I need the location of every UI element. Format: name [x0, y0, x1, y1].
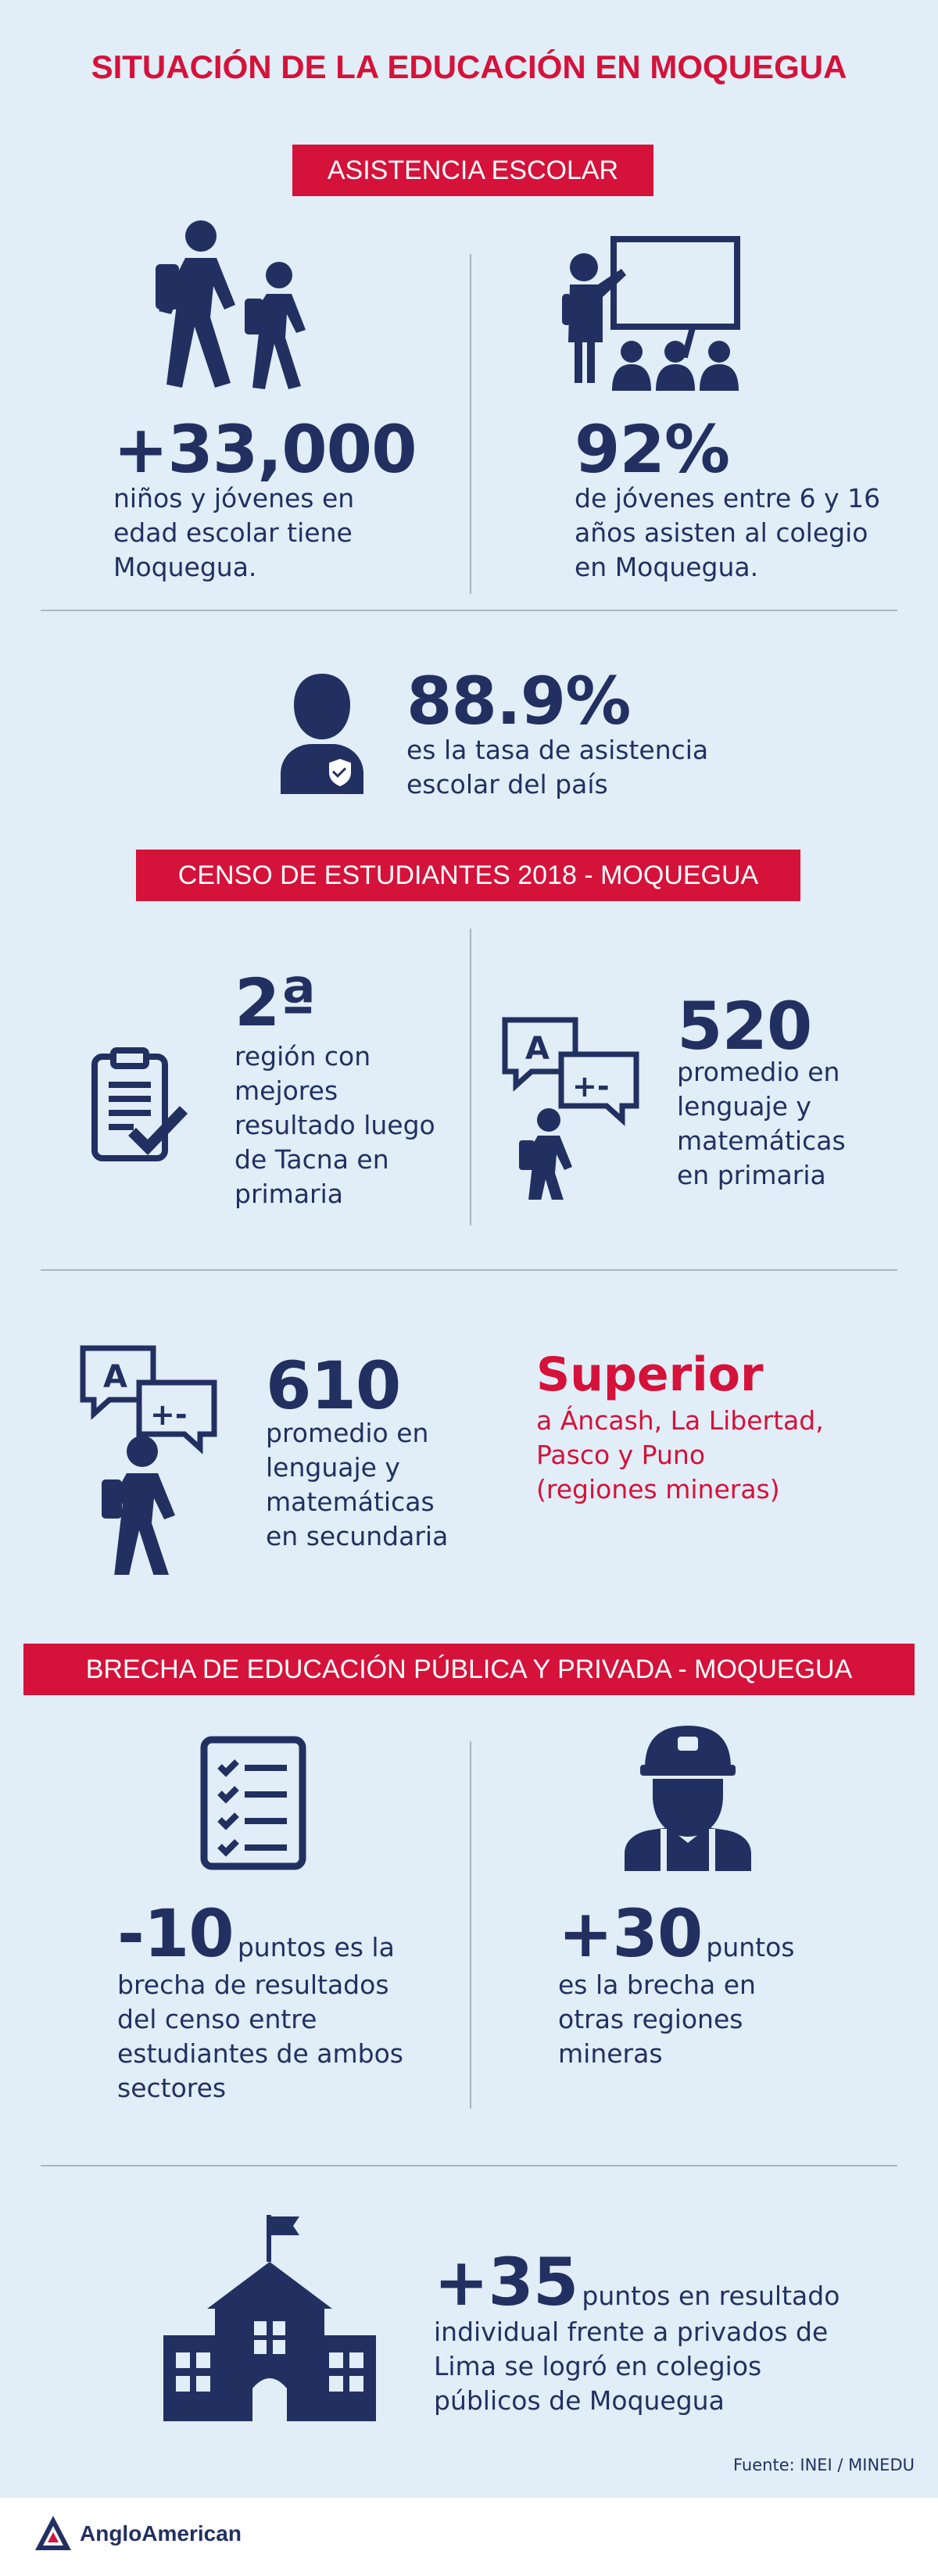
stat-520-text: [677, 1055, 846, 1193]
stat-33000-text: [113, 481, 354, 585]
stat-text-line: públicos de Moquegua: [434, 2385, 725, 2416]
stat-33000-value: +33,000: [113, 411, 417, 488]
student-speech-icon: [500, 1012, 649, 1200]
stat-text-line: resultado luego: [234, 1110, 435, 1140]
stat-text-line: años asisten al colegio: [575, 517, 868, 548]
source-note: Fuente: INEI / MINEDU: [733, 2456, 915, 2474]
stat-text-line: mejores: [234, 1075, 338, 1106]
stat-text-line: escolar del país: [406, 769, 608, 800]
stat-text-line: individual frente a privados de: [434, 2317, 829, 2347]
stat-text-line: matemáticas: [677, 1125, 846, 1156]
stat-text-line: primaria: [234, 1179, 344, 1209]
stat-plus30-value: +30: [558, 1895, 703, 1972]
school-building-icon: [160, 2212, 379, 2423]
stat-text-line: matemáticas: [266, 1487, 435, 1517]
stat-text-line: brecha de resultados: [117, 1970, 389, 2000]
stat-text-line: promedio en: [266, 1418, 429, 1448]
stat-889-value: 88.9%: [406, 663, 631, 739]
stat-text-line: de Tacna en: [234, 1144, 389, 1175]
stat-plus35-suffix: puntos en resultado: [582, 2281, 840, 2311]
stat-520-value: 520: [677, 988, 812, 1064]
stat-plus35-headline: [434, 2244, 840, 2320]
stat-minus10-headline: [117, 1895, 395, 1972]
section-banner-censo: CENSO DE ESTUDIANTES 2018 - MOQUEGUA: [136, 850, 800, 901]
stat-minus10-text: [117, 1968, 403, 2106]
teacher-classroom-icon: [551, 234, 754, 399]
section-banner-brecha: BRECHA DE EDUCACIÓN PÚBLICA Y PRIVADA - MOQUEGUA: [23, 1644, 915, 1695]
stat-minus10-value: -10: [117, 1895, 234, 1972]
student-speech-icon: [78, 1340, 227, 1575]
divider-vertical: [470, 1741, 471, 2109]
stat-plus30-text: [558, 1968, 756, 2071]
page-title: SITUACIÓN DE LA EDUCACIÓN EN MOQUEGUA: [91, 48, 847, 85]
stat-text-line: niños y jóvenes en: [113, 483, 355, 513]
stat-text-line: estudiantes de ambos: [117, 2038, 403, 2069]
stat-plus30-headline: [558, 1895, 795, 1972]
stat-text-line: región con: [234, 1041, 371, 1072]
stat-text-line: sectores: [117, 2073, 227, 2103]
stat-92-text: [575, 481, 880, 585]
clipboard-check-icon: [90, 1047, 188, 1165]
plus-minus-glyph: +-: [150, 1397, 188, 1432]
stat-minus10-suffix: puntos es la: [237, 1932, 395, 1962]
divider-vertical: [470, 254, 471, 594]
stat-2a-value: 2ª: [234, 964, 316, 1041]
stat-text-line: Pasco y Puno: [536, 1440, 706, 1470]
stat-text-line: Moquegua.: [113, 552, 257, 582]
plus-minus-glyph: +-: [572, 1069, 610, 1104]
walking-students-icon: [152, 219, 317, 391]
stat-text-line: en primaria: [677, 1160, 826, 1190]
stat-610-text: [266, 1416, 448, 1554]
stat-text-line: del censo entre: [117, 2004, 317, 2034]
stat-text-line: lenguaje y: [677, 1091, 811, 1122]
stat-plus35-value: +35: [434, 2244, 578, 2320]
divider-horizontal: [41, 2165, 897, 2166]
checklist-icon: [199, 1735, 309, 1872]
stat-text-line: mineras: [558, 2038, 663, 2069]
stat-text-line: de jóvenes entre 6 y 16: [575, 483, 881, 513]
stat-text-line: lenguaje y: [266, 1452, 400, 1483]
brand-name: AngloAmerican: [80, 2521, 242, 2546]
divider-vertical: [470, 928, 471, 1225]
stat-plus30-suffix: puntos: [706, 1932, 795, 1962]
stat-610-value: 610: [266, 1347, 401, 1424]
stat-text-line: edad escolar tiene: [113, 517, 353, 548]
divider-horizontal: [41, 1269, 897, 1271]
student-shield-icon: [277, 671, 367, 796]
letter-a-glyph: A: [525, 1031, 550, 1067]
stat-text-line: es la tasa de asistencia: [406, 735, 709, 765]
stat-text-line: otras regiones: [558, 2004, 743, 2034]
section-banner-asistencia: ASISTENCIA ESCOLAR: [292, 145, 653, 196]
stat-text-line: es la brecha en: [558, 1970, 756, 2000]
anglo-american-logo-icon: [33, 2513, 73, 2554]
stat-text-line: Lima se logró en colegios: [434, 2351, 762, 2381]
stat-superior-text: [536, 1404, 824, 1507]
stat-2a-text: [234, 1039, 435, 1211]
stat-plus35-text: [434, 2315, 828, 2418]
miner-helmet-icon: [621, 1719, 754, 1872]
divider-horizontal: [41, 610, 897, 611]
stat-92-value: 92%: [575, 411, 730, 488]
stat-text-line: en secundaria: [266, 1521, 449, 1551]
stat-text-line: en Moquegua.: [575, 552, 759, 582]
stat-text-line: promedio en: [677, 1057, 840, 1087]
stat-text-line: a Áncash, La Libertad,: [536, 1405, 824, 1436]
stat-superior-value: Superior: [536, 1347, 764, 1402]
stat-text-line: (regiones mineras): [536, 1474, 780, 1504]
stat-889-text: [406, 733, 708, 802]
letter-a-glyph: A: [103, 1359, 127, 1395]
